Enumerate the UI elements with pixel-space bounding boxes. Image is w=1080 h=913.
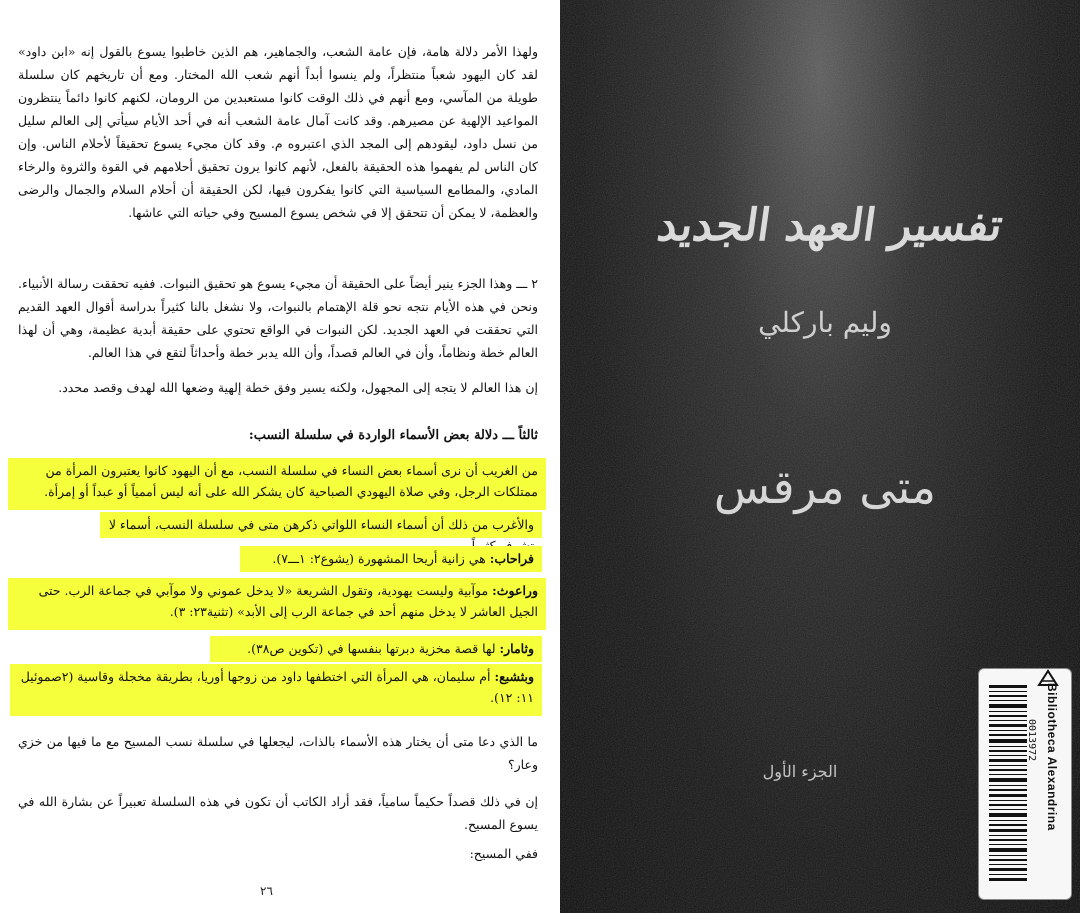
cover-subtitle: متى مرقس [713,460,937,514]
rahab-text: هي زانية أريحا المشهورة (يشوع٢: ١ـــ٧). [272,551,486,566]
paragraph-3: إن هذا العالم لا يتجه إلى المجهول، ولكنه يسير وفق خطة إلهية وضعها الله لهدف وقصد محدد. [58,380,538,395]
ruth-label: وراعوث: [492,583,538,598]
bathsheba-text: أم سليمان، هي المرأة التي اختطفها داود من زوجها أوريا، بطريقة مخجلة وقاسية (٢صموئيل ١١: ١٢). [20,669,534,705]
ruth-text: موآبية وليست يهودية، وتقول الشريعة «لا يدخل عموني ولا موآبي في جماعة الرب. حتى الجيل العاشر لا يدخل منهم أحد في جماعة الرب إلى الأبد» (تثنية٢٣: ٣). [38,583,538,619]
tamar-label: وثامار: [499,641,534,656]
library-name: Bibliotheca Alexandrina [1045,683,1059,831]
page-number: ٢٦ [260,884,273,898]
paragraph-purpose: إن في ذلك قصداً حكيماً سامياً، فقد أراد الكاتب أن تكون في هذه السلسلة تعبيراً عن بشارة الله في يسوع المسيح. [18,794,538,832]
highlighted-bathsheba [10,664,542,716]
cover-author: وليم باركلي [758,306,892,339]
barcode-icon [989,683,1027,883]
rahab-label: فراحاب: [489,551,534,566]
tamar-text: لها قصة مخزية دبرتها بنفسها في (تكوين ص٣٨). [247,641,496,656]
cover-title: تفسير العهد الجديد [654,200,1006,251]
bathsheba-label: وبثشبع: [494,669,534,684]
highlighted-paragraph-stranger: والأغرب من ذلك أن أسماء النساء اللواتي ذكرهن متى في سلسلة النسب، أسماء لا [100,512,542,538]
section-heading: ثالثاً ـــ دلالة بعض الأسماء الواردة في سلسلة النسب: [248,428,538,443]
paragraph-question: ما الذي دعا متى أن يختار هذه الأسماء بالذات، ليجعلها في سلسلة نسب المسيح مع ما فيها من خزي وعار؟ [18,734,538,772]
paragraph-1: ولهذا الأمر دلالة هامة، فإن عامة الشعب، والجماهير، هم الذين خاطبوا يسوع بالقول إنه «ابن داود» لقد كان اليهود شعباً منتظراً، ولم ينسوا أبداً أنهم شعب الله المختار. ومع أن تاريخهم كان سلسلة طويلة من المآسي، ومع أنهم في ذلك الوقت كانوا مستعبدين من الرومان، لكنهم كانوا دائماً ينتظرون المواعيد الإلهية عن مصيرهم. وقد كانت آمال عامة الشعب أنه في أحد الأيام سيأتي إلى العالم سليل من نسل داود، ليقودهم إلى المجد الذي اعتبروه م. وقد كان مجيء يسوع تحقيقاً لأحلام الناس. وإن كان الناس لم يفهموا هذه الحقيقة بالفعل، لأنهم كانوا يرون تحقيق أحلامهم في القوة والثروة والرخاء المادي، والمطامع السياسية التي كانوا يفكرون فيها، لكن الحقيقة أن أحلام السلام والجمال والرضى والعظمة، لا يمكن أن تتحقق إلا في شخص يسوع المسيح وفي حياته التي عاشها. [18,44,538,220]
highlighted-ruth [8,578,546,630]
highlighted-tamar [210,636,542,662]
library-barcode-label [978,668,1072,900]
barcode-number: 0013972 [1026,719,1037,762]
highlighted-paragraph-women: من الغريب أن نرى أسماء بعض النساء في سلسلة النسب، مع أن اليهود كانوا يعتبرون المرأة من ممتلكات الرجل، وفي صلاة اليهودي الصباحية كان يشكر الله على أنه ليس أممياً أو عبداً أو إمرأة. [8,458,546,510]
cover-publisher: الجزء الأول [762,762,838,781]
highlighted-rahab [240,546,542,572]
paragraph-2: ٢ ـــ وهذا الجزء ينير أيضاً على الحقيقة أن مجيء يسوع هو تحقيق النبوات. ففيه تحققت رسالة الأنبياء. ونحن في هذه الأيام نتجه نحو قلة الإهتمام بالنبوات، ولا نشغل بالنا كثيراً بدراسة أقوال العهد القديم التي تحققت في العهد الجديد. لكن النبوات في الواقع تحتوي على حقيقة أبدية عظيمة، وهي أن لهذا العالم خطة ونظاماً، وأن في العالم قصداً، وأن الله يدبر خطة وأحداثاً لتقع في هذا العالم. [18,276,538,360]
paragraph-in-christ: ففي المسيح: [469,846,538,861]
